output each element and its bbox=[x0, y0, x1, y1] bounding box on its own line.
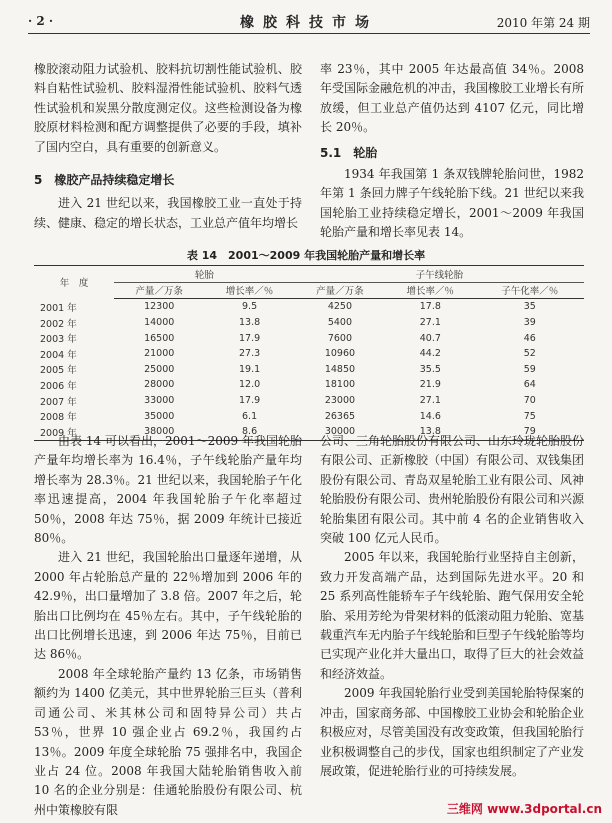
cell-radial-output: 23000 bbox=[324, 395, 356, 407]
cell-radial-output: 14850 bbox=[324, 363, 356, 375]
cell-growth: 8.6 bbox=[204, 424, 294, 440]
cell-radial-growth: 27.1 bbox=[419, 317, 441, 329]
tire-output-table bbox=[34, 265, 584, 441]
cell-radial-growth: 14.6 bbox=[419, 410, 441, 422]
cell-year: 2006 年 bbox=[40, 380, 77, 392]
paragraph: 公司、三角轮胎股份有限公司、山东玲珑轮胎股份有限公司、正新橡胶（中国）有限公司、双钱集团股份有限公司、青岛双星轮胎工业有限公司、风神轮胎股份有限公司、贵州轮胎股份有限公司和兴源轮胎集团有限公司。其中前 4 名的企业销售收入突破 100 亿元人民币。 bbox=[320, 434, 585, 546]
paragraph: 2009 年我国轮胎行业受到美国轮胎特保案的冲击，国家商务部、中国橡胶工业协会和轮胎企业积极应对，尽管美国没有改变政策，但我国轮胎行业积极调整自己的步伐，国家也组织制定了产业发展政策，促进轮胎行业的可持续发展。 bbox=[320, 686, 585, 778]
cell-year: 2004 年 bbox=[40, 349, 77, 361]
cell-output: 35000 bbox=[144, 410, 175, 422]
paragraph: 2005 年以来，我国轮胎行业坚持自主创新，致力开发高端产品，达到国际先进水平。20 和 25 系列高性能轿车子午线轮胎、跑气保用安全轮胎、采用芳纶为骨架材料的低滚动阻力轮胎、宽基载重汽车无内胎子午线轮胎和巨型子午线轮胎等均已实现产业化并大量出口，取得了巨大的社会效益和经济效益。 bbox=[320, 550, 585, 681]
watermark: 三维网 www.3dportal.cn bbox=[446, 802, 602, 816]
top-left-column bbox=[34, 60, 302, 233]
cell-radial-rate: 39 bbox=[523, 317, 536, 329]
cell-year: 2003 年 bbox=[40, 334, 77, 346]
cell-radial-rate: 70 bbox=[523, 395, 536, 407]
cell-year: 2008 年 bbox=[40, 412, 77, 424]
cell-radial-rate: 35 bbox=[523, 301, 536, 313]
paragraph: 进入 21 世纪以来，我国橡胶工业一直处于持续、健康、稳定的增长状态，工业总产值年均增长 bbox=[34, 196, 302, 230]
cell-output: 12300 bbox=[144, 301, 175, 313]
cell-output: 38000 bbox=[114, 424, 204, 440]
cell-radial-rate: 64 bbox=[523, 379, 536, 391]
cell-radial-output: 7600 bbox=[327, 332, 353, 344]
col-header-output: 产量／万条 bbox=[114, 282, 204, 299]
cell-radial-growth: 35.5 bbox=[419, 363, 441, 375]
header-rule bbox=[28, 33, 590, 34]
cell-year: 2007 年 bbox=[40, 396, 77, 408]
cell-output: 33000 bbox=[144, 395, 175, 407]
journal-title: 橡胶科技市场 bbox=[240, 15, 378, 31]
table-row bbox=[34, 330, 584, 346]
table-row bbox=[34, 346, 584, 362]
page-header bbox=[28, 10, 590, 32]
cell-year: 2002 年 bbox=[40, 318, 77, 330]
paragraph: 率 23％，其中 2005 年达最高值 34％。2008 年受国际金融危机的冲击，我国橡胶工业增长有所放缓，但工业总产值仍达到 4107 亿元，同比增长 20％。 bbox=[320, 62, 585, 135]
cell-output: 21000 bbox=[144, 348, 175, 360]
cell-radial-growth: 40.7 bbox=[419, 332, 441, 344]
cell-radial-rate: 46 bbox=[523, 332, 536, 344]
bottom-right-column bbox=[320, 432, 584, 781]
section-heading-5: 5 橡胶产品持续稳定增长 bbox=[34, 173, 175, 188]
cell-radial-output: 30000 bbox=[295, 424, 385, 440]
cell-year: 2005 年 bbox=[40, 365, 77, 377]
table-row bbox=[34, 315, 584, 331]
cell-growth: 6.1 bbox=[242, 410, 258, 422]
cell-growth: 12.0 bbox=[238, 379, 261, 391]
col-header-radial-rate: 子午化率／％ bbox=[476, 282, 585, 299]
cell-growth: 9.5 bbox=[242, 301, 258, 313]
cell-radial-output: 18100 bbox=[324, 379, 356, 391]
table-row bbox=[34, 377, 584, 393]
cell-radial-output: 26365 bbox=[324, 410, 356, 422]
issue-label: 2010 年第 24 期 bbox=[496, 16, 590, 30]
cell-output: 25000 bbox=[144, 363, 175, 375]
section-heading-5-1: 5.1 轮胎 bbox=[320, 145, 378, 160]
top-right-column bbox=[320, 60, 584, 243]
paragraph: 2008 年全球轮胎产量约 13 亿条，市场销售额约为 1400 亿美元，其中世界轮胎三巨头（普利司通公司、米其林公司和固特异公司）共占 53％，世界 10 强企业占 69.2％，我国约占 13％。2009 年度全球轮胎 75 强排名中，我国企业占 24 位。2008 年我国大陆轮胎销售收入前 10 名的企业分别是：佳通轮胎股份有限公司、杭州中策橡胶有限 bbox=[34, 666, 302, 817]
paragraph: 橡胶滚动阻力试验机、胶料抗切割性能试验机、胶料自粘性试验机、胶料湿滑性能试验机、胶料气透性试验机和炭黑分散度测定仪。这些检测设备为橡胶原材料检测和配方调整提供了必要的手段，填补了国内空白，具有重要的创新意义。 bbox=[34, 62, 302, 154]
col-header-growth: 增长率／％ bbox=[204, 282, 294, 299]
cell-radial-growth: 17.8 bbox=[419, 301, 441, 313]
cell-radial-rate: 75 bbox=[523, 410, 536, 422]
cell-growth: 27.3 bbox=[238, 348, 261, 360]
cell-radial-output: 4250 bbox=[327, 301, 353, 313]
cell-radial-output: 10960 bbox=[324, 348, 356, 360]
cell-radial-output: 5400 bbox=[327, 317, 353, 329]
paragraph: 1934 年我国第 1 条双钱牌轮胎问世，1982 年第 1 条回力牌子午线轮胎下线。21 世纪以来我国轮胎工业持续稳定增长，2001～2009 年我国轮胎产量和增长率见表 14。 bbox=[320, 167, 584, 240]
cell-year: 2009 年 bbox=[34, 424, 114, 440]
cell-growth: 13.8 bbox=[238, 317, 261, 329]
page-number: · 2 · bbox=[28, 14, 54, 28]
table-caption: 表 14 2001～2009 年我国轮胎产量和增长率 bbox=[186, 249, 426, 262]
col-header-radial-growth: 增长率／％ bbox=[385, 282, 475, 299]
cell-radial-rate: 52 bbox=[523, 348, 536, 360]
col-header-year: 年 度 bbox=[34, 266, 114, 299]
table-row bbox=[34, 393, 584, 409]
cell-radial-rate: 59 bbox=[523, 363, 536, 375]
bottom-left-column bbox=[34, 432, 302, 820]
table-row bbox=[34, 408, 584, 424]
cell-output: 28000 bbox=[144, 379, 175, 391]
table-row bbox=[34, 299, 584, 315]
cell-growth: 17.9 bbox=[238, 332, 261, 344]
cell-radial-rate: 79 bbox=[476, 424, 585, 440]
table-row bbox=[34, 362, 584, 378]
cell-year: 2001 年 bbox=[40, 302, 77, 314]
cell-radial-growth: 21.9 bbox=[419, 379, 441, 391]
col-group-radial: 子午线轮胎 bbox=[295, 266, 584, 283]
col-group-tire: 轮胎 bbox=[114, 266, 295, 283]
cell-radial-growth: 27.1 bbox=[419, 395, 441, 407]
cell-output: 14000 bbox=[144, 317, 175, 329]
col-header-radial-output: 产量／万条 bbox=[295, 282, 385, 299]
cell-radial-growth: 44.2 bbox=[419, 348, 441, 360]
cell-output: 16500 bbox=[144, 332, 175, 344]
paragraph: 由表 14 可以看出，2001～2009 年我国轮胎产量年均增长率为 16.4％，子午线轮胎产量年均增长率为 28.3％。21 世纪以来，我国轮胎子午化率迅速提高，2004 年我国轮胎子午化率超过 50％，2008 年达 75％，据 2009 年统计已接近 80％。 bbox=[34, 434, 302, 546]
paragraph: 进入 21 世纪，我国轮胎出口量逐年递增，从 2000 年占轮胎总产量的 22％增加到 2006 年的 42.9％，出口量增加了 3.8 倍。2007 年之后，轮胎出口比例均在 45％左右。其中，子午线轮胎的出口比例增长迅速，到 2006 年达 75％，目前已达 86％。 bbox=[34, 550, 302, 662]
cell-growth: 19.1 bbox=[238, 363, 261, 375]
cell-growth: 17.9 bbox=[238, 395, 261, 407]
cell-radial-growth: 13.8 bbox=[385, 424, 475, 440]
